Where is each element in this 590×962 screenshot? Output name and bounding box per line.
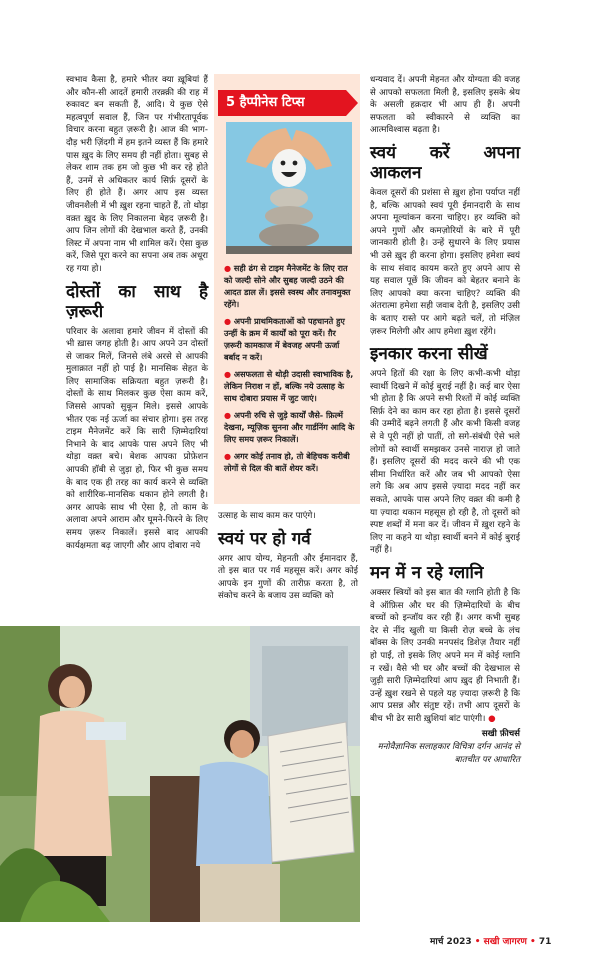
tip-item: ● सही ढंग से टाइम मैनेजमेंट के लिए रात को जल्दी सोने और सुबह जल्दी उठने की आदत डाल लें। इससे स्वस्थ और तनावमुक्त रहेंगे। bbox=[224, 263, 351, 309]
paragraph: अक्सर स्त्रियों को इस बात की ग्लानि होती है कि वे ऑफ़िस और घर की ज़िम्मेदारियों के बीच बच्चों को इन्जॉय कर रही हैं। अगर कभी सुबह देर से नींद खुली या किसी रोज़ बच्चे के लंच बॉक्स के लिए उनकी मनपसंद डिशेज़ तैयार नहीं हो पाईं, तो इसके लिए अपने मन में कोई ग्लानि न रखें। वैसे भी घर और बच्चों की देखभाल से जुड़ी सारी ज़िम्मेदारियां आप ख़ुद ही निभाती हैं। उन्हें ख़ुश रखने से पहले यह ज़्यादा ज़रूरी है कि आप प्रसन्न और संतुष्ट रहें। तभी आप दूसरों के बीच भी ढेर सारी ख़ुशियां बांट पाएंगी। ● bbox=[370, 588, 520, 724]
paragraph: अगर आप योग्य, मेहनती और ईमानदार हैं, तो इस बात पर गर्व महसूस करें। अगर कोई आपके इन गुणों की तारीफ़ करता है, तो संकोच करने के बजाय उस व्यक्ति को bbox=[218, 553, 358, 602]
section-heading-say-no: इनकार करना सीखें bbox=[370, 344, 488, 365]
byline bbox=[370, 728, 520, 767]
issue-month: मार्च 2023 bbox=[430, 937, 472, 947]
paragraph: स्वभाव कैसा है, हमारे भीतर क्या ख़ूबियां हैं और कौन-सी आदतें हमारी तरक़्क़ी की राह में रुकावट बन सकती हैं, आदि। ये कुछ ऐसे महत्वपूर्ण सवाल हैं, जिन पर गंभीरतापूर्वक विचार करना बहुत ज़रूरी है। आज की भाग-दौड़ भरी ज़िंदगी में हम इतने व्यस्त हैं कि हमारे पास ख़ुद के लिए समय ही नहीं होता। सुबह से लेकर शाम तक हम जो कुछ भी कर रहे होते हैं, उनमें से अधिकतर कार्य सिर्फ़ दूसरों के लिए ही होते हैं। अगर आप इस व्यस्त जीवनशैली में भी ख़ुश रहना चाहते हैं, तो थोड़ा वक़्त ख़ुद के लिए निकालना बेहद ज़रूरी है। आप जिन लोगों की देखभाल करते हैं, उनकी लिस्ट में अपना नाम भी शामिल करें। ऐसा कुछ करें, जिसे पूरा करने का सपना अब तक अधूरा रह गया हो। bbox=[66, 75, 208, 274]
paragraph: केवल दूसरों की प्रशंसा से ख़ुश होना पर्याप्त नहीं है, बल्कि आपको स्वयं पूरी ईमानदारी के साथ अपना मूल्यांकन करना चाहिए। हर व्यक्ति को अपने गुणों और कमज़ोरियों के बारे में पूरी जानकारी होती है। उन्हें सुधारने के लिए प्रयास भी उसे ख़ुद ही करना होगा। इसलिए हमेशा स्वयं के साथ संवाद कायम करते हुए अपने आप से यह सवाल पूछें कि जीवन को बेहतर बनाने के लिए आपको क्या करना चाहिए? व्यक्ति की अंतरात्मा हमेशा सही जवाब देती है, इसलिए उसी के बताए रास्ते पर आगे बढ़ते चलें, तो मंज़िल ज़रूर मिलेगी और आप हमेशा ख़ुश रहेंगे। bbox=[370, 187, 520, 337]
end-mark-icon: ● bbox=[488, 713, 496, 724]
tip-item: ● अपनी प्राथमिकताओं को पहचानते हुए उन्हीं के क्रम में कार्यों को पूरा करें। ग़ैर ज़रूरी कामकाज में बेवजह अपनी ऊर्जा बर्बाद न करें। bbox=[224, 316, 345, 362]
section-heading-self-assess: स्वयं करें अपना आकलन bbox=[370, 142, 520, 183]
page-footer bbox=[430, 934, 551, 947]
footer-sep: • bbox=[530, 937, 536, 947]
stacked-stones-smiley-image bbox=[226, 122, 352, 254]
banner-arrow-shape bbox=[346, 90, 358, 116]
tip-item: ● असफलता से थोड़ी उदासी स्वाभाविक है, लेकिन निराश न हों, बल्कि नये उत्साह के साथ दोबारा प्रयास में जुट जाएं। bbox=[224, 369, 354, 403]
tip-item: ● अपनी रुचि से जुड़े कार्यों जैसे- फ़िल्में देखना, म्यूज़िक सुनना और गार्डनिंग आदि के लिए समय ज़रूर निकालें। bbox=[224, 410, 355, 444]
bullet-icon: ● bbox=[224, 410, 232, 420]
photo-illustration bbox=[0, 626, 360, 922]
bullet-icon: ● bbox=[224, 369, 232, 379]
column-middle bbox=[218, 510, 358, 605]
tips-banner: 5 हैप्पीनेस टिप्स bbox=[218, 90, 346, 116]
paragraph: उत्साह के साथ काम कर पाएंगे। bbox=[218, 511, 316, 521]
tips-list bbox=[224, 262, 356, 479]
bullet-icon: ● bbox=[224, 316, 232, 326]
credit: मनोवैज्ञानिक सलाहकार विचित्रा दर्गन आनंद से बातचीत पर आधारित bbox=[377, 741, 520, 765]
paragraph: धन्यवाद दें। अपनी मेहनत और योग्यता की वजह से आपको सफलता मिली है, इसलिए इसके श्रेय के असली हक़दार भी आप ही हैं। अपनी सफलता को स्वीकारने से व्यक्ति का आत्मविश्वास बढ़ता है। bbox=[370, 75, 520, 136]
author: सखी फ़ीचर्स bbox=[481, 728, 520, 739]
column-right bbox=[370, 74, 520, 767]
section-heading-no-guilt: मन में न रहे ग्लानि bbox=[370, 563, 484, 583]
section-heading-pride: स्वयं पर हो गर्व bbox=[218, 528, 311, 549]
column-left bbox=[66, 74, 208, 554]
magazine-brand: सखी जागरण bbox=[483, 937, 527, 947]
paragraph: अपने हितों की रक्षा के लिए कभी-कभी थोड़ा स्वार्थी दिखने में कोई बुराई नहीं है। कई बार ऐसा भी होता है कि अपने सभी रिश्तों में कोई व्यक्ति सिर्फ़ देने का काम कर रहा होता है। इससे दूसरों की उम्मीदें बढ़ने लगती हैं और कभी किसी वजह से वे पूरी नहीं हो पातीं, तो सगे-संबंधी ऐसे भले लोगों को स्वार्थी समझकर उनसे नाराज़ हो जाते हैं। इसलिए दूसरों की मदद करने की भी एक सीमा निर्धारित करें और जब भी आपको ऐसा लगे कि अब आप इससे ज़्यादा मदद नहीं कर सकते, आपके पास अपने लिए वक़्त की कमी है या ज़्यादा थकान महसूस हो रही है, तो दूसरों को स्पष्ट शब्दों में मना कर दें। जीवन में ख़ुश रहने के लिए ना कहने या थोड़ा स्वार्थी बनने में कोई बुराई नहीं है। bbox=[370, 369, 520, 556]
footer-sep: • bbox=[474, 937, 481, 947]
page-number: 71 bbox=[538, 937, 552, 947]
section-heading-friends: दोस्तों का साथ है ज़रूरी bbox=[66, 281, 208, 322]
bullet-icon: ● bbox=[224, 263, 232, 273]
paragraph: परिवार के अलावा हमारे जीवन में दोस्तों की भी ख़ास जगह होती है। आप अपने उन दोस्तों से जाकर मिलें, जिनसे लंबे अरसे से आपकी मुलाक़ात नहीं हो पाई है। मानसिक सेहत के लिए सामाजिक सक्रियता बहुत ज़रूरी है। दोस्तों के साथ मिलकर कुछ ऐसा काम करें, जिससे आपको सुकून मिले। इससे आपके भीतर एक नई ऊर्जा का संचार होगा। इस तरह टाइम मैनेजमेंट करें कि सारी ज़िम्मेदारियां निभाने के बाद आपके पास अपने लिए भी थोड़ा वक़्त बचे। बेशक आपका प्रोफ़ेशन आपकी हॉबी से जुड़ा हो, फिर भी कुछ समय के बाद एक ही तरह का कार्य करने से व्यक्ति को शारीरिक-मानसिक थकान होने लगती है। अगर आपके साथ भी ऐसा है, तो काम के अलावा अपने आराम और घूमने-फिरने के लिए समय ज़रूर निकालें। इससे बाद आपकी कार्यक्षमता बढ़ जाएगी और आप दोबारा नये bbox=[66, 326, 208, 551]
tip-item: ● अगर कोई तनाव हो, तो बेहिचक करीबी लोगों से दिल की बातें शेयर करें। bbox=[224, 451, 350, 473]
stones-illustration bbox=[226, 122, 352, 254]
couple-reading-photo bbox=[0, 626, 360, 922]
bullet-icon: ● bbox=[224, 451, 232, 461]
